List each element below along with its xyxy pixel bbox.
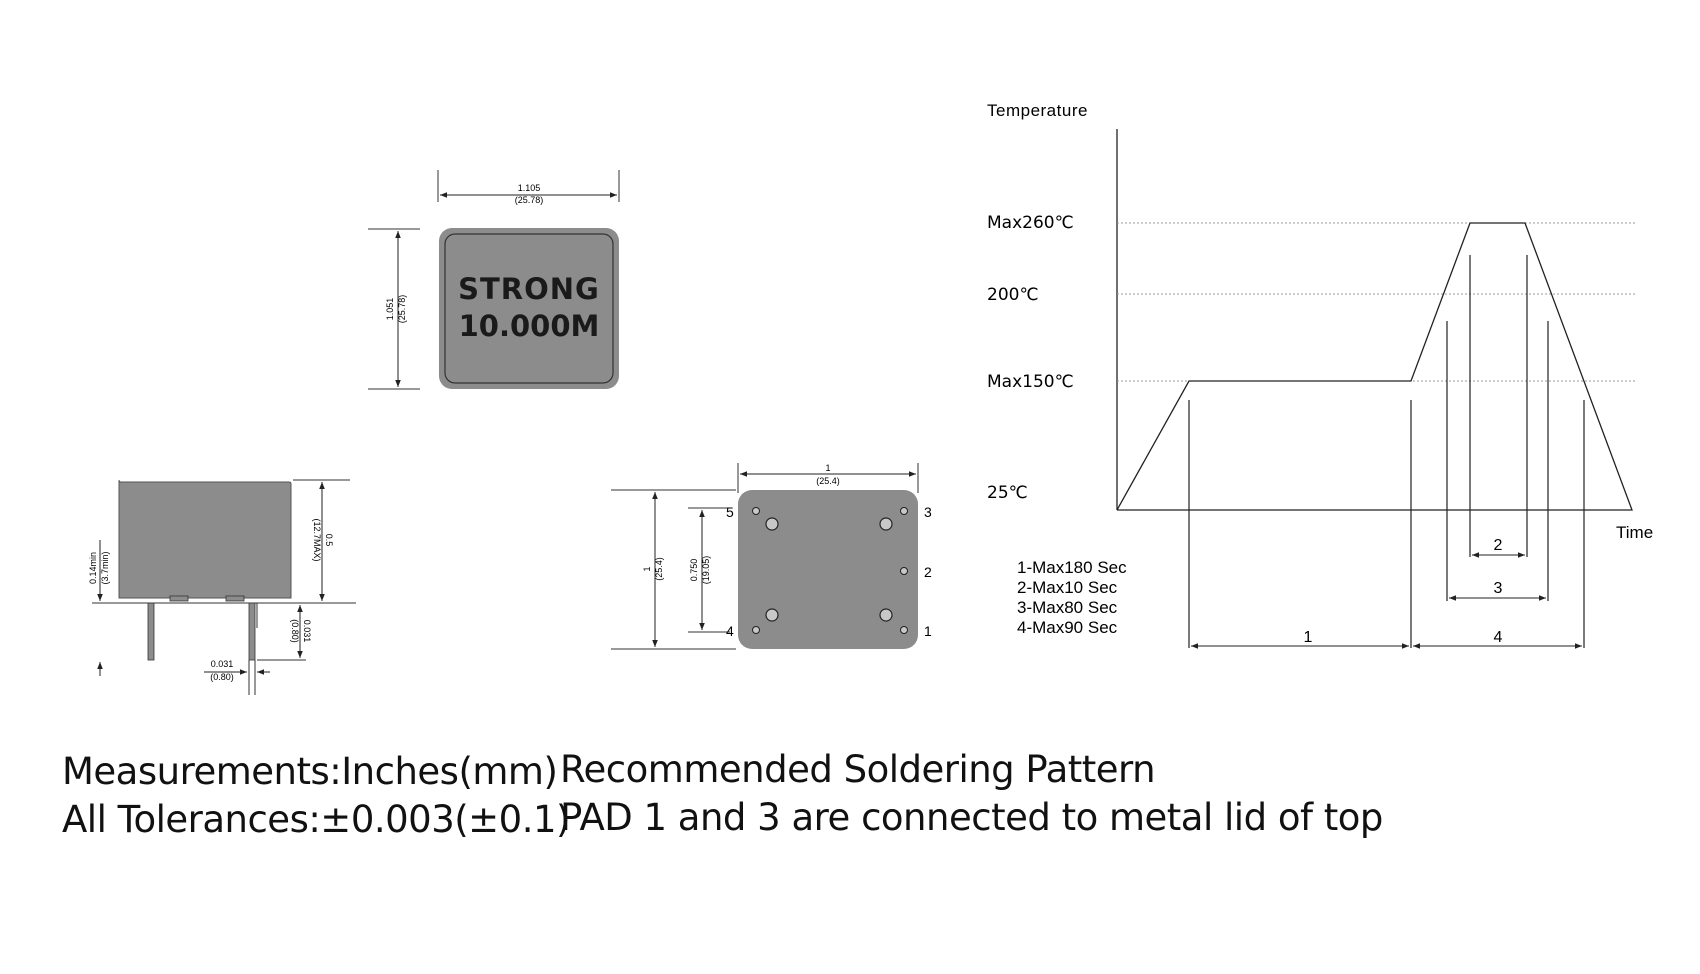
legend-item: 3-Max80 Sec bbox=[1017, 598, 1118, 617]
crystal-package-bottom bbox=[738, 490, 918, 649]
pin-diameter-mm-label: (0.80) bbox=[210, 672, 234, 682]
top-height-mm-label: (25.78) bbox=[397, 294, 407, 324]
pin-label-5: 5 bbox=[726, 504, 734, 520]
temperature-axis-label: Temperature bbox=[987, 101, 1088, 120]
standoff-inch-label: 0.14min bbox=[88, 551, 98, 585]
level-label-150: Max150℃ bbox=[987, 372, 1074, 392]
pin-hole-4 bbox=[753, 627, 760, 634]
pin-label-3: 3 bbox=[924, 504, 932, 520]
interval-label-4: 4 bbox=[1493, 629, 1503, 646]
legend-item: 2-Max10 Sec bbox=[1017, 578, 1118, 597]
marking-line-2: 10.000M bbox=[458, 309, 600, 343]
standoff-pad bbox=[880, 609, 892, 621]
marking-line-1: STRONG bbox=[458, 272, 600, 306]
pin-label-4: 4 bbox=[726, 623, 734, 639]
bottom-height-inch-label: 1 bbox=[642, 566, 652, 572]
top-width-mm-label: (25.78) bbox=[514, 195, 544, 205]
pin-pitch-inch-label: 0.750 bbox=[689, 558, 699, 582]
pin-diameter-inch-label: 0.031 bbox=[210, 659, 234, 669]
soldering-notes bbox=[560, 746, 1383, 842]
top-width-inch-label: 1.105 bbox=[517, 183, 541, 193]
soldering-pattern-title: Recommended Soldering Pattern bbox=[560, 748, 1156, 791]
tolerances-note: All Tolerances:±0.003(±0.1) bbox=[62, 798, 570, 841]
pin-length-mm-label: (0.80) bbox=[290, 619, 300, 643]
level-label-260: Max260℃ bbox=[987, 213, 1074, 233]
reflow-profile bbox=[987, 101, 1653, 648]
side-height-inch-label: 0.5 bbox=[324, 533, 334, 547]
level-label-25: 25℃ bbox=[987, 483, 1028, 503]
pin-hole-3 bbox=[901, 508, 908, 515]
side-height-mm-label: (12.7MAX) bbox=[312, 518, 322, 562]
bottom-width-inch-label: 1 bbox=[825, 463, 831, 473]
pin-lead-1 bbox=[148, 603, 154, 660]
standoff-pad bbox=[766, 609, 778, 621]
pin-lead-2 bbox=[249, 603, 255, 660]
top-height-inch-label: 1.051 bbox=[385, 297, 395, 321]
bottom-width-mm-label: (25.4) bbox=[816, 476, 840, 486]
side-view bbox=[88, 480, 356, 695]
bottom-height-mm-label: (25.4) bbox=[654, 557, 664, 581]
legend-item: 1-Max180 Sec bbox=[1017, 558, 1127, 577]
top-view bbox=[368, 170, 619, 389]
crystal-package-side bbox=[119, 480, 291, 598]
legend-item: 4-Max90 Sec bbox=[1017, 618, 1118, 637]
time-axis-label: Time bbox=[1616, 523, 1654, 542]
standoff-mm-label: (3.7min) bbox=[100, 551, 110, 585]
pin-pitch-mm-label: (19.05) bbox=[701, 555, 711, 585]
interval-label-3: 3 bbox=[1493, 580, 1503, 597]
standoff-pad bbox=[766, 518, 778, 530]
pad-note: PAD 1 and 3 are connected to metal lid of top bbox=[560, 796, 1383, 839]
pin-hole-1 bbox=[901, 627, 908, 634]
pin-length-inch-label: 0.031 bbox=[302, 619, 312, 643]
measurement-notes bbox=[62, 748, 570, 844]
level-label-200: 200℃ bbox=[987, 285, 1039, 305]
bottom-view bbox=[611, 463, 932, 649]
interval-label-2: 2 bbox=[1493, 537, 1503, 554]
pin-hole-5 bbox=[753, 508, 760, 515]
pin-label-2: 2 bbox=[924, 564, 932, 580]
interval-label-1: 1 bbox=[1303, 629, 1313, 646]
reflow-temperature-curve bbox=[1117, 223, 1632, 510]
pin-label-1: 1 bbox=[924, 623, 932, 639]
standoff-pad bbox=[880, 518, 892, 530]
pin-hole-2 bbox=[901, 568, 908, 575]
measurements-note: Measurements:Inches(mm) bbox=[62, 750, 558, 793]
